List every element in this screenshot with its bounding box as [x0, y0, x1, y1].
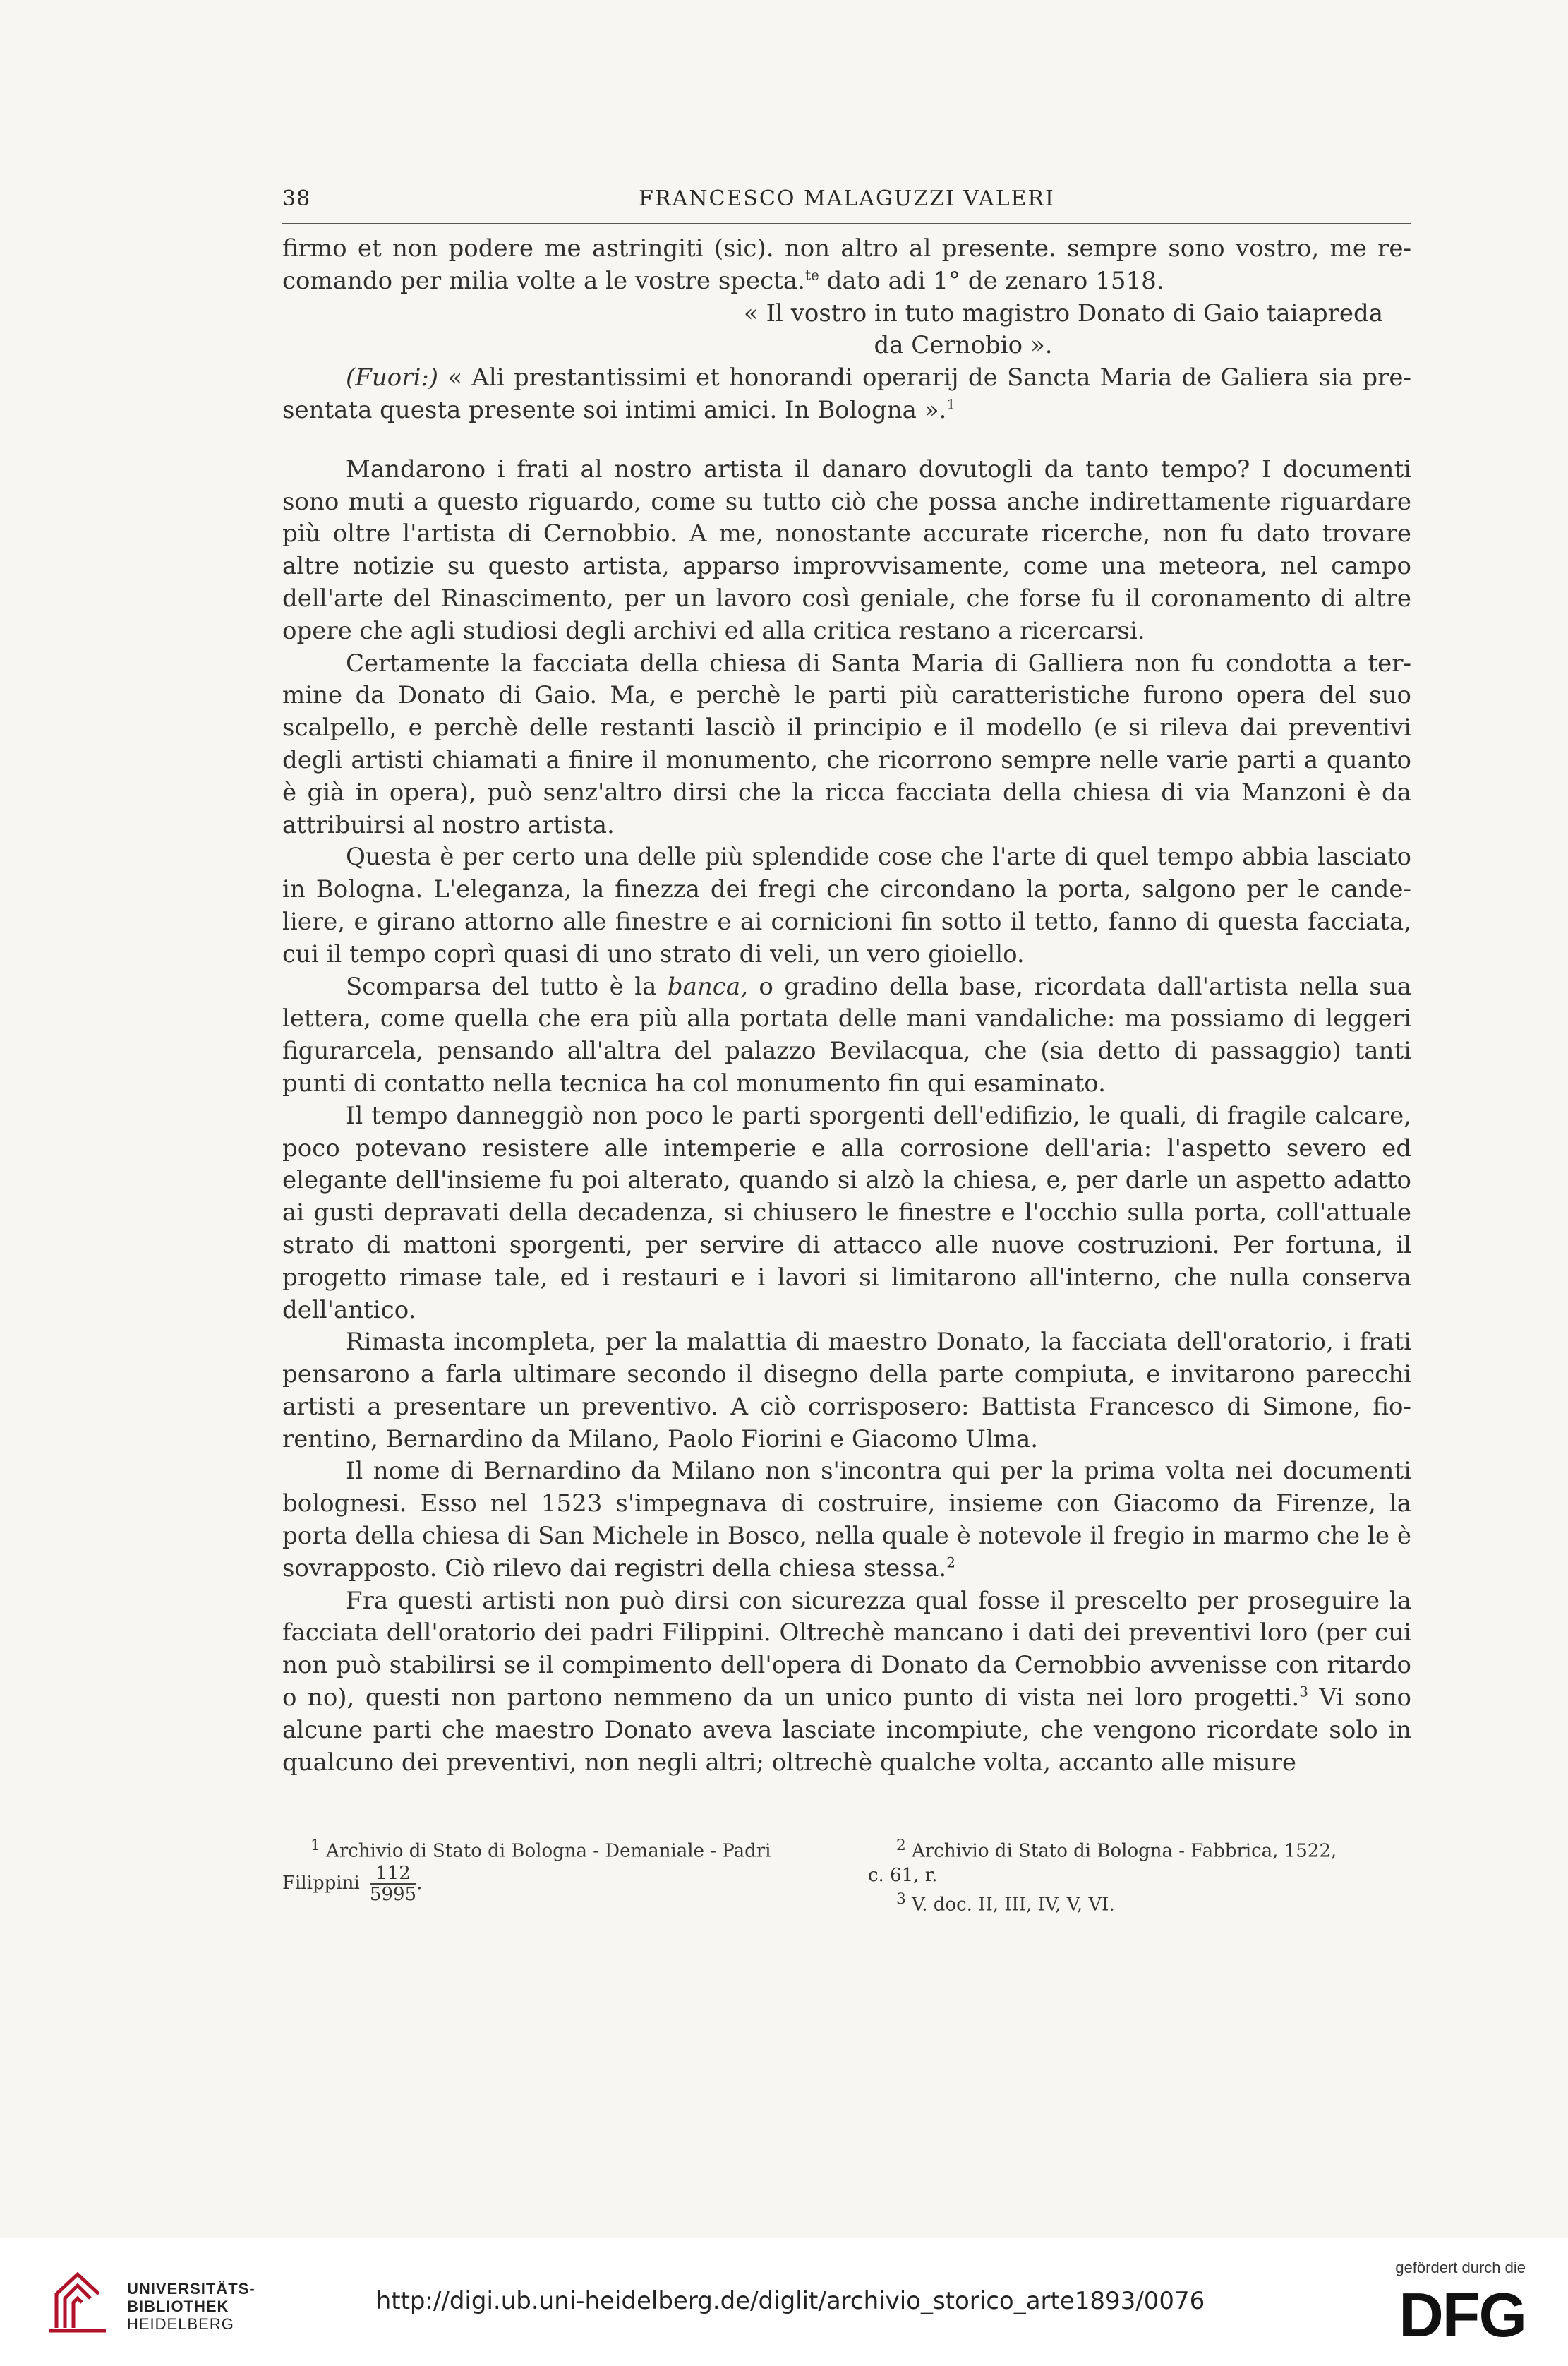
viewer-footer: [0, 2238, 1568, 2366]
dfg-logo[interactable]: gefördert durch die DFG: [1395, 2259, 1526, 2350]
page-header: [282, 181, 1411, 224]
footnote-ref[interactable]: 1: [946, 395, 956, 413]
running-title: FRANCESCO MALAGUZZI VALERI: [639, 186, 1055, 211]
paragraph: firmo et non podere me astringiti (sic). non altro al presente. sempre sono vostro, me re-comando per milia volte a le vostre specta.$^{te}$ dato adi 1° de zenaro 1518.: [282, 234, 1411, 295]
footnotes: [282, 1834, 1411, 1933]
paragraph: Rimasta incompleta, per la malattia di maestro Donato, la facciata dell'oratorio, i frati pensarono a farla ultimare secondo il disegno della parte compiuta, e invitarono parecchi artisti a presentare un preventivo. A ciò corrisposero: Battista Francesco di Simone, fio-rentino, Bernardino da Milano, Paolo Fiorini e Giacomo Ulma.: [282, 1328, 1411, 1453]
paragraph: Scomparsa del tutto è la banca, o gradino della base, ricordata dall'artista nella sua lettera, come quella che era più alla portata delle mani vandaliche: ma possiamo di leggeri figurarcela, pensando all'altra del palazzo Bevilacqua, che (sia detto di passaggio) tanti punti di contatto nella tecnica ha col monumento fin qui esaminato.: [282, 972, 1411, 1098]
footnote-2-3: $^2$ Archivio di Stato di Bologna - Fabbrica, 1522, c. 61, r. $^3$ V. doc. II, III, IV, V, VI.: [868, 1834, 1411, 1916]
paragraph: Mandarono i frati al nostro artista il danaro dovutogli da tanto tempo? I documenti sono muti a questo riguardo, come su tutto ciò che possa anche indirettamente riguardare più oltre l'artista di Cernobbio. A me, nonostante accurate ricerche, non fu dato trovare altre notizie su questo artista, apparso improvvisamente, come una meteora, nel campo dell'arte del Rinascimento, per un lavoro così geniale, che forse fu il coronamento di altre opere che agli studiosi degli archivi ed alla critica restano a ricercarsi.: [282, 455, 1411, 645]
footnote-1: $^1$ Archivio di Stato di Bologna - Demaniale - Padri Filippini $\frac{112}{5995}$ .: [282, 1837, 771, 1905]
footnote-2: $^2$ Archivio di Stato di Bologna - Fabbrica, 1522,: [896, 1837, 1337, 1862]
paragraph: Il tempo danneggiò non poco le parti sporgenti dell'edifizio, le quali, di fragile calcare, poco potevano resistere alle intemperie e alla corrosione dell'aria: l'aspetto severo ed elegante dell'insieme fu poi alterato, quando si alzò la chiesa, e, per darle un aspetto adatto ai gusti depravati della decadenza, si chiusero le finestre e l'occhio sulla porta, coll'attuale strato di mattoni sporgenti, per servire di attacco alle nuove costruzioni. Per fortuna, il progetto rimase tale, ed i restauri e i lavori si limitarono all'interno, che nulla conserva dell'antico.: [282, 1101, 1411, 1324]
permalink[interactable]: http://digi.ub.uni-heidelberg.de/diglit/archivio_storico_arte1893/0076: [375, 2287, 1205, 2315]
paragraph: (Fuori:) « Ali prestantissimi et honorandi operarij de Sancta Maria de Galiera sia pre-sentata questa presente soi intimi amici. In Bologna ».$^1$: [282, 364, 1411, 424]
footnote-3: $^3$ V. doc. II, III, IV, V, VI.: [896, 1890, 1115, 1916]
paragraph: Questa è per certo una delle più splendide cose che l'arte di quel tempo abbia lasciato in Bologna. L'eleganza, la finezza dei fregi che circondano la porta, salgono per le cande-liere, e girano attorno alle finestre e ai cornicioni fin sotto il tetto, fanno di questa facciata, cui il tempo coprì quasi di uno strato di veli, un vero gioiello.: [282, 843, 1411, 968]
signature-line: da Cernobio ».: [874, 331, 1053, 360]
paragraph: Certamente la facciata della chiesa di Santa Maria di Galliera non fu condotta a ter-mine da Donato di Gaio. Ma, e perchè le parti più caratteristiche furono opera del suo scalpello, e perchè delle restanti lasciò il principio e il modello (e si rileva dai preventivi degli artisti chiamati a finire il monumento, che ricorrono sempre nelle varie parti a quanto è già in opera), può senz'altro dirsi che la ricca facciata della chiesa di via Manzoni è da attribuirsi al nostro artista.: [282, 649, 1411, 839]
library-logo[interactable]: UNIVERSITÄTS- BIBLIOTHEK HEIDELBERG: [42, 2266, 325, 2343]
signature-line: « Il vostro in tuto magistro Donato di Gaio taiapreda: [743, 299, 1383, 328]
fraction: $\frac{112}{5995}$: [369, 1862, 417, 1905]
paragraph: Fra questi artisti non può dirsi con sicurezza qual fosse il prescelto per proseguire la facciata dell'oratorio dei padri Filippini. Oltrechè mancano i dati dei preventivi loro (per cui non può stabilirsi se il compimento dell'opera di Donato da Cernobbio avvenisse con ritardo o no), questi non partono nemmeno da un unico punto di vista nei loro progetti.$^3$ Vi sono alcune parti che maestro Donato aveva lasciate incompiute, che vengono ricordate solo in qualcuno dei preventivi, non negli altri; oltrechè qualche volta, accanto alle misure: [282, 1586, 1411, 1777]
paragraph: Il nome di Bernardino da Milano non s'incontra qui per la prima volta nei documenti bolognesi. Esso nel 1523 s'impegnava di costruire, insieme con Giacomo da Firenze, la porta della chiesa di San Michele in Bosco, nella quale è notevole il fregio in marmo che le è sovrapposto. Ciò rilevo dai registri della chiesa stessa.$^2$: [282, 1457, 1411, 1583]
footnote-ref[interactable]: 2: [946, 1554, 955, 1571]
page-number: 38: [282, 186, 311, 211]
footnote-ref[interactable]: 3: [1299, 1683, 1308, 1700]
body-text: [282, 233, 1411, 1807]
library-emblem-icon: [42, 2266, 113, 2336]
